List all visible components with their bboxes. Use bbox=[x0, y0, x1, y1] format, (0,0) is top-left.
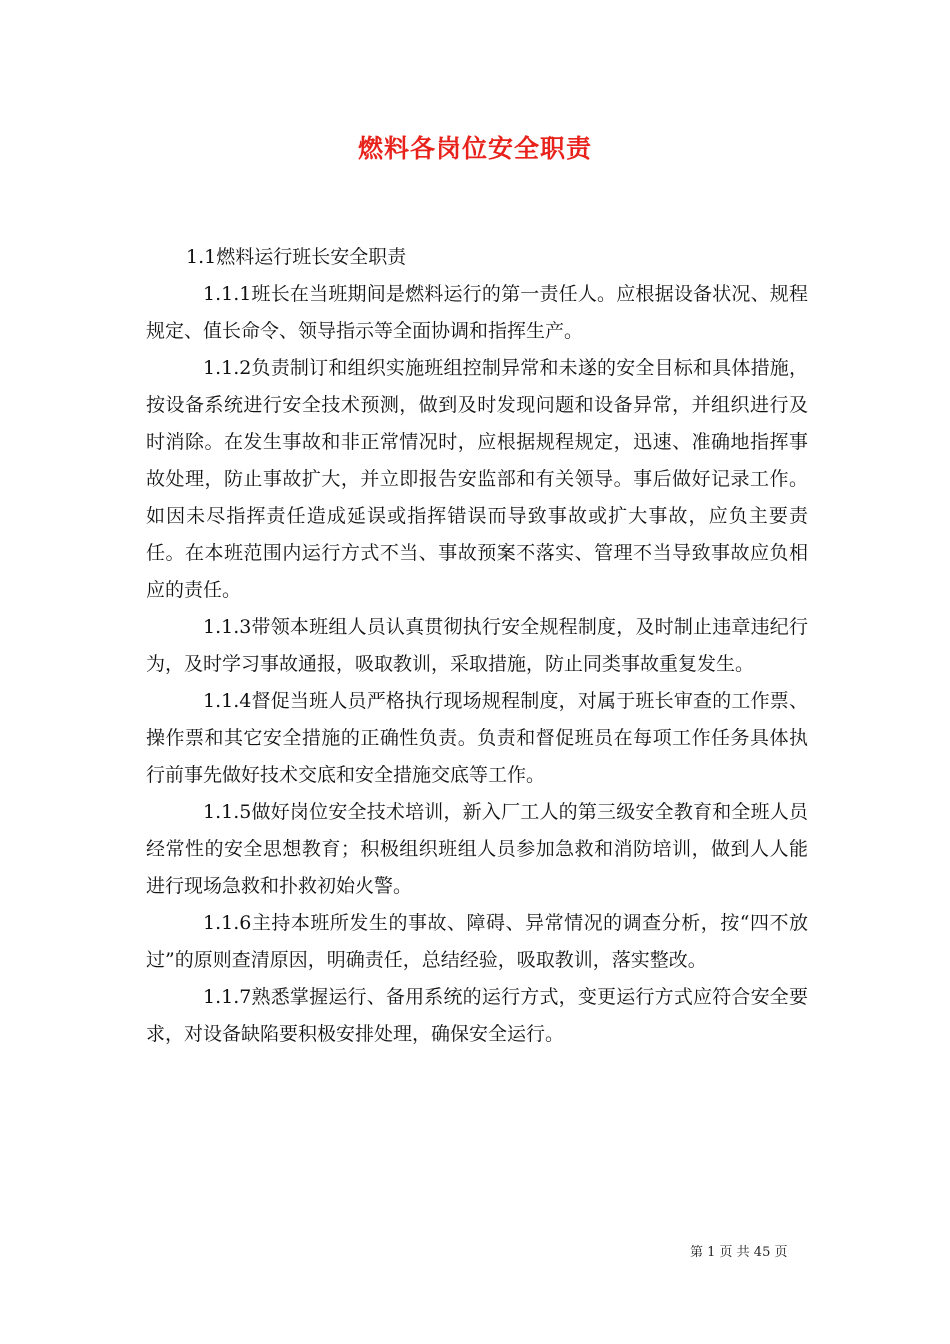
paragraph-1-1-1: 1.1.1班长在当班期间是燃料运行的第一责任人。应根据设备状况、规程规定、值长命令、领导指示等全面协调和指挥生产。 bbox=[146, 283, 808, 342]
paragraph-1-1-6: 1.1.6主持本班所发生的事故、障碍、异常情况的调查分析，按“四不放过”的原则查清原因，明确责任，总结经验，吸取教训，落实整改。 bbox=[146, 912, 808, 971]
paragraph-1-1-4: 1.1.4督促当班人员严格执行现场规程制度，对属于班长审查的工作票、操作票和其它安全措施的正确性负责。负责和督促班员在每项工作任务具体执行前事先做好技术交底和安全措施交底等工作。 bbox=[146, 690, 808, 786]
page-number: 第 1 页 共 45 页 bbox=[690, 1245, 788, 1260]
document-title: 燃料各岗位安全职责 bbox=[357, 134, 592, 163]
section-heading: 1.1燃料运行班长安全职责 bbox=[186, 246, 407, 268]
paragraph-1-1-7: 1.1.7熟悉掌握运行、备用系统的运行方式，变更运行方式应符合安全要求，对设备缺陷要积极安排处理，确保安全运行。 bbox=[146, 986, 808, 1045]
paragraph-1-1-5: 1.1.5做好岗位安全技术培训，新入厂工人的第三级安全教育和全班人员经常性的安全思想教育；积极组织班组人员参加急救和消防培训，做到人人能进行现场急救和扑救初始火警。 bbox=[146, 801, 808, 897]
paragraph-1-1-3: 1.1.3带领本班组人员认真贯彻执行安全规程制度，及时制止违章违纪行为，及时学习事故通报，吸取教训，采取措施，防止同类事故重复发生。 bbox=[146, 616, 808, 675]
paragraph-1-1-2: 1.1.2负责制订和组织实施班组控制异常和未遂的安全目标和具体措施，按设备系统进行安全技术预测，做到及时发现问题和设备异常，并组织进行及时消除。在发生事故和非正常情况时，应根据规程规定，迅速、准确地指挥事故处理，防止事故扩大，并立即报告安监部和有关领导。事后做好记录工作。如因未尽指挥责任造成延误或指挥错误而导致事故或扩大事故，应负主要责任。在本班范围内运行方式不当、事故预案不落实、管理不当导致事故应负相应的责任。 bbox=[146, 357, 808, 601]
document-body bbox=[146, 239, 808, 1053]
